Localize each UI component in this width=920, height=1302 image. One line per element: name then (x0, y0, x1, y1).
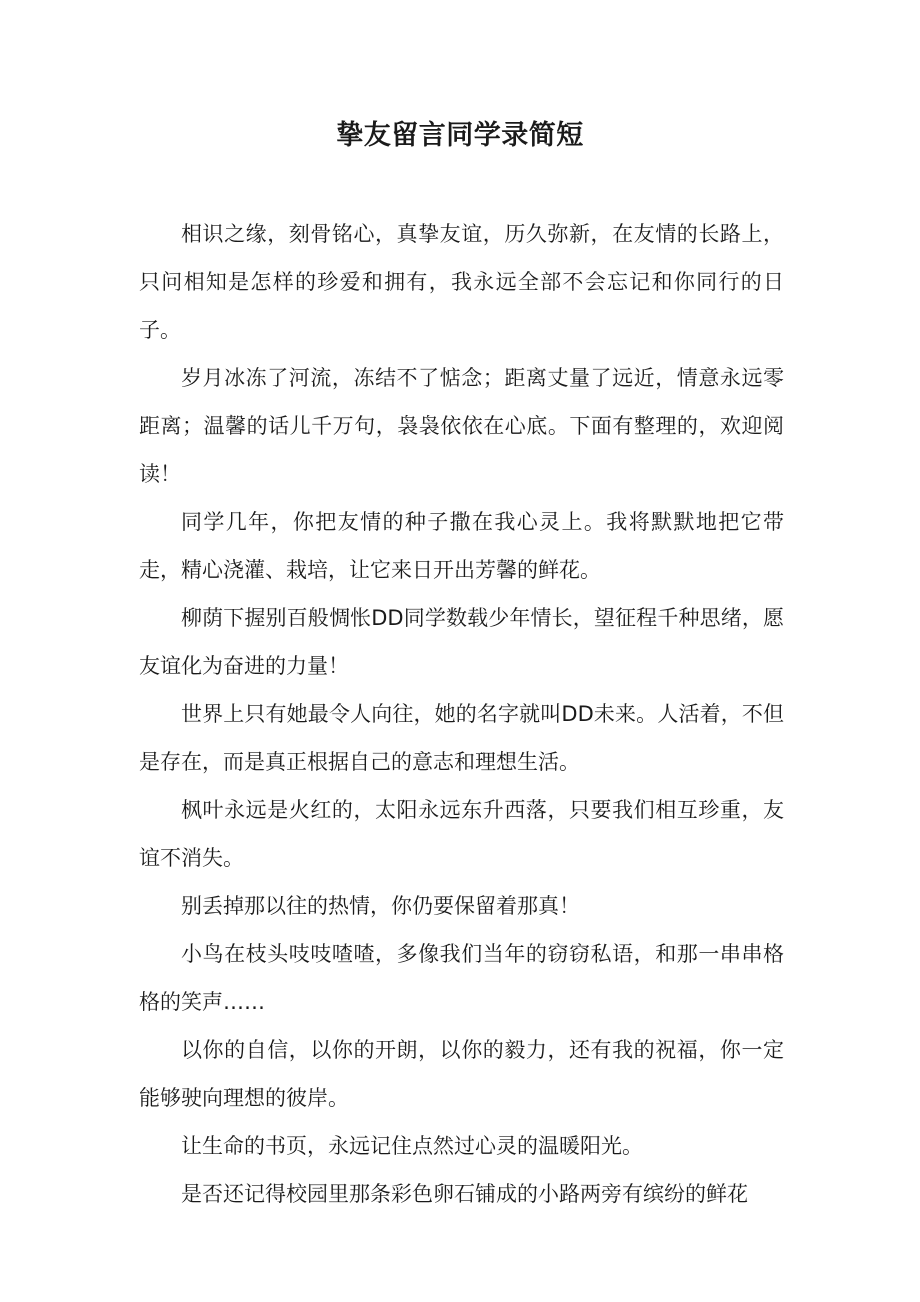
paragraph: 岁月冰冻了河流，冻结不了惦念；距离丈量了远近，情意永远零距离；温馨的话儿千万句，袅袅依依在心底。下面有整理的，欢迎阅读！ (139, 366, 784, 486)
paragraph: 小鸟在枝头吱吱喳喳，多像我们当年的窃窃私语，和那一串串格格的笑声…… (139, 942, 784, 1014)
paragraph: 相识之缘，刻骨铭心，真挚友谊，历久弥新，在友情的长路上，只问相知是怎样的珍爱和拥有，我永远全部不会忘记和你同行的日子。 (139, 222, 784, 342)
paragraph: 柳荫下握别百般惆怅DD同学数载少年情长，望征程千种思绪，愿友谊化为奋进的力量！ (139, 606, 784, 678)
document-title: 挚友留言同学录简短 (336, 120, 584, 151)
paragraph: 世界上只有她最令人向往，她的名字就叫DD未来。人活着，不但是存在，而是真正根据自己的意志和理想生活。 (139, 702, 784, 774)
paragraph: 枫叶永远是火红的，太阳永远东升西落，只要我们相互珍重，友谊不消失。 (139, 798, 784, 870)
paragraph: 是否还记得校园里那条彩色卵石铺成的小路两旁有缤纷的鲜花 (181, 1182, 748, 1206)
paragraph: 同学几年，你把友情的种子撒在我心灵上。我将默默地把它带走，精心浇灌、栽培，让它来日开出芳馨的鲜花。 (139, 510, 784, 582)
paragraph: 以你的自信，以你的开朗，以你的毅力，还有我的祝福，你一定能够驶向理想的彼岸。 (139, 1038, 784, 1110)
document-body (139, 210, 784, 1218)
paragraph: 让生命的书页，永远记住点然过心灵的温暖阳光。 (181, 1134, 643, 1158)
paragraph: 别丢掉那以往的热情，你仍要保留着那真！ (181, 894, 580, 918)
